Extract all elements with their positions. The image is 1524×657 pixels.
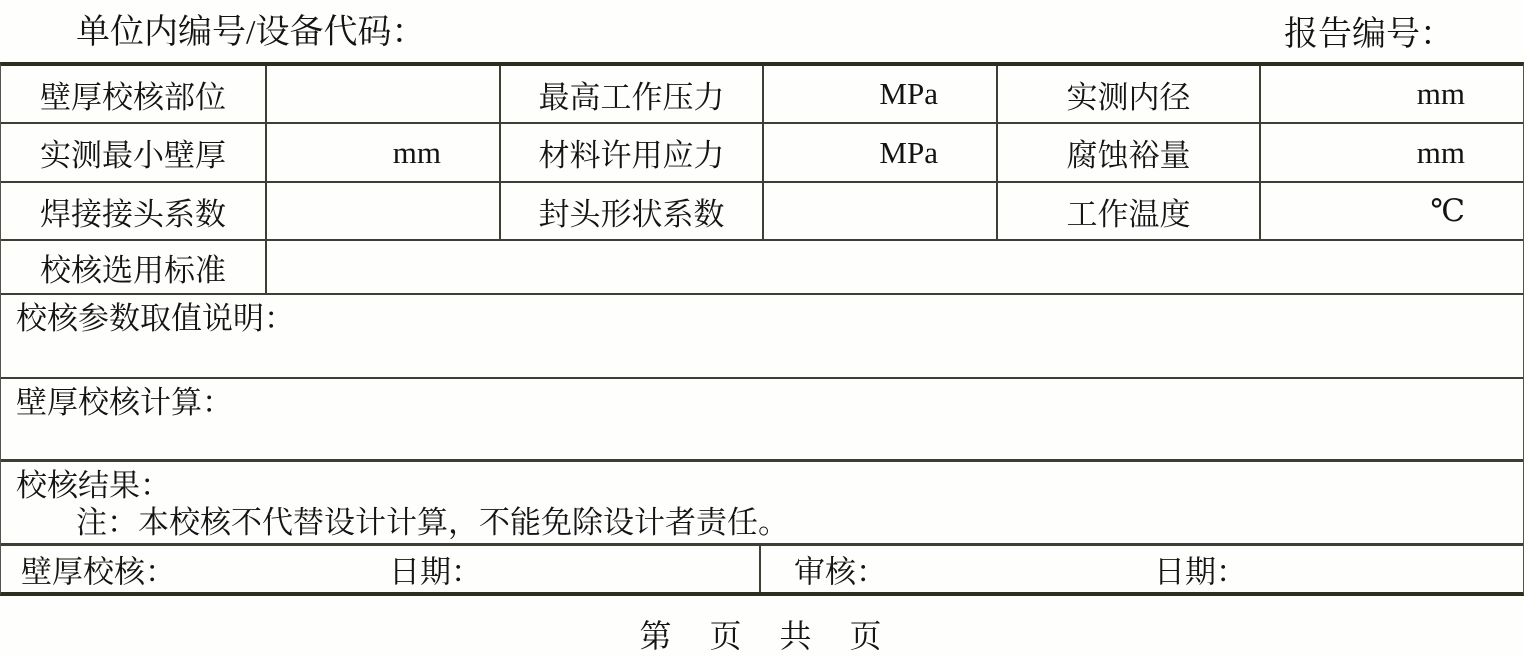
disclaimer-note: 注：本校核不代替设计计算，不能免除设计者责任。: [76, 505, 789, 540]
field-label-measured-inner-diameter: 实测内径: [998, 66, 1261, 122]
field-label-head-shape-coefficient: 封头形状系数: [501, 183, 764, 239]
page-number-text: 第 页 共 页: [639, 618, 885, 654]
review-date-label: 日期：: [1154, 554, 1247, 590]
unit-mm: mm: [267, 124, 501, 181]
unit-mpa: MPa: [764, 66, 998, 122]
field-label-corrosion-allowance: 腐蚀裕量: [998, 124, 1261, 181]
page-number-line: [0, 596, 1524, 654]
signature-row: [1, 546, 1523, 592]
field-value-weld-joint-coefficient: [267, 183, 501, 239]
header: [0, 0, 1524, 62]
check-date-label: 日期：: [389, 554, 482, 590]
field-value-head-shape-coefficient: [764, 183, 998, 239]
table-row-joint-coefficient: [1, 183, 1523, 241]
field-label-selected-standard: 校核选用标准: [1, 241, 267, 293]
table-row-selected-standard: [1, 241, 1523, 295]
field-label-working-temperature: 工作温度: [998, 183, 1261, 239]
signature-review-cell: [761, 546, 1523, 592]
unit-celsius: ℃: [1430, 193, 1465, 228]
field-value-selected-standard: [267, 241, 1523, 293]
signature-check-cell: [1, 546, 761, 592]
field-label-measured-min-thickness: 实测最小壁厚: [1, 124, 267, 181]
unit-mm: mm: [1416, 134, 1465, 170]
review-signature-label: 审核：: [794, 554, 887, 590]
verification-form-table: [0, 62, 1524, 596]
field-value-check-location: [267, 66, 501, 122]
section-parameter-notes: [1, 295, 1523, 379]
report-no-label: 报告编号：: [1284, 16, 1454, 53]
check-signature-label: 壁厚校核：: [21, 554, 176, 590]
field-label-max-working-pressure: 最高工作压力: [501, 66, 764, 122]
field-label-weld-joint-coefficient: 焊接接头系数: [1, 183, 267, 239]
unit-code-label: 单位内编号/设备代码：: [76, 14, 426, 51]
unit-mpa: MPa: [764, 124, 998, 181]
verification-result-label: 校核结果：: [16, 468, 171, 503]
table-row-check-location: [1, 66, 1523, 124]
field-label-check-location: 壁厚校核部位: [1, 66, 267, 122]
field-label-allowable-stress: 材料许用应力: [501, 124, 764, 181]
table-row-min-wall-thickness: [1, 124, 1523, 183]
parameter-notes-label: 校核参数取值说明：: [16, 301, 295, 336]
section-thickness-calculation: [1, 379, 1523, 462]
thickness-calculation-label: 壁厚校核计算：: [16, 385, 233, 420]
unit-mm: mm: [1416, 76, 1465, 111]
section-verification-result: [1, 462, 1523, 546]
